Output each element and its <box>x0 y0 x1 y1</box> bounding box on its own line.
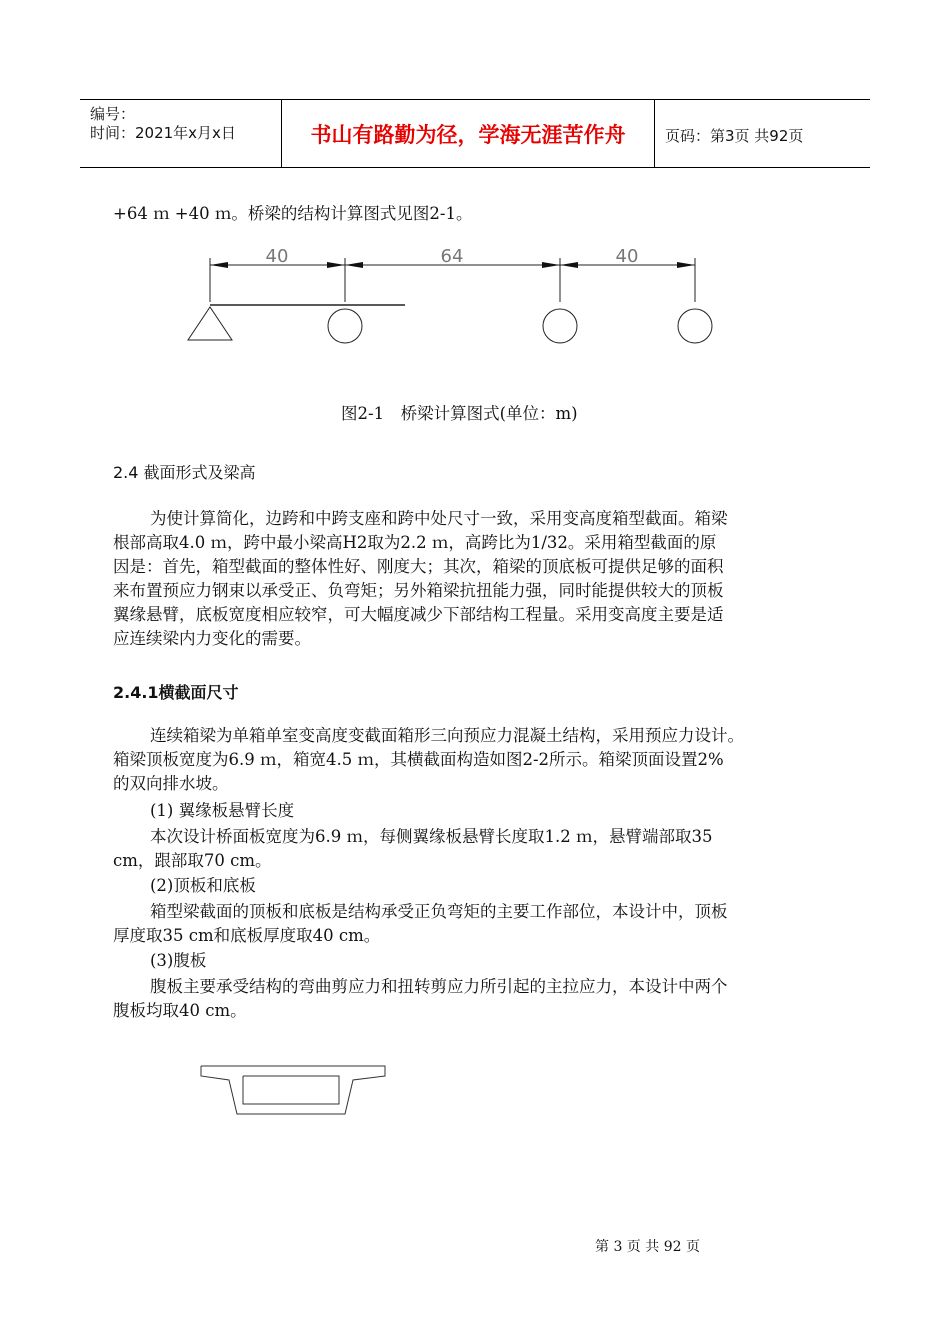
motto: 书山有路勤为径，学海无涯苦作舟 <box>310 122 626 147</box>
paragraph-line: 为使计算简化，边跨和中跨支座和跨中处尺寸一致，采用变高度箱型截面。箱梁 <box>150 509 728 528</box>
figure-caption: 图2-1 桥梁计算图式(单位：m) <box>341 404 578 423</box>
span-label-1: 40 <box>265 246 289 267</box>
paragraph-line: 因是：首先，箱型截面的整体性好、刚度大；其次，箱梁的顶底板可提供足够的面积 <box>113 557 724 576</box>
paragraph-line: 腹板主要承受结构的弯曲剪应力和扭转剪应力所引起的主拉应力，本设计中两个 <box>150 977 728 996</box>
arrow <box>560 262 578 268</box>
subheading-line: (3)腹板 <box>150 951 207 970</box>
pin-support <box>188 307 232 340</box>
span-label-2: 64 <box>440 246 464 267</box>
paragraph-line: 根部高取4.0 ｍ，跨中最小梁高H2取为2.2 ｍ，高跨比为1/32。采用箱型截面的原 <box>113 533 717 552</box>
outer-outline <box>201 1066 385 1114</box>
paragraph-line: 厚度取35 cm和底板厚度取40 cm。 <box>113 926 381 945</box>
serial-number: 编号： <box>90 105 136 123</box>
box-girder-cross-section <box>195 1058 395 1123</box>
paragraph-line: 箱梁顶板宽度为6.9 ｍ，箱宽4.5 ｍ，其横截面构造如图2-2所示。箱梁顶面设置2% <box>113 750 724 769</box>
span-label-3: 40 <box>615 246 639 267</box>
subheading-line: (1) 翼缘板悬臂长度 <box>150 801 295 820</box>
paragraph-line: 应连续梁内力变化的需要。 <box>113 629 311 648</box>
paragraph-line: cm，跟部取70 cm。 <box>113 851 272 870</box>
roller-support-3 <box>678 309 712 343</box>
page-footer: 第 3 页 共 92 页 <box>595 1239 700 1255</box>
paragraph-line: 翼缘悬臂，底板宽度相应较窄，可大幅度减少下部结构工程量。采用变高度主要是适 <box>113 605 724 624</box>
paragraph-line: 来布置预应力钢束以承受正、负弯矩；另外箱梁抗扭能力强，同时能提供较大的顶板 <box>113 581 724 600</box>
paragraph-line: 本次设计桥面板宽度为6.9 ｍ，每侧翼缘板悬臂长度取1.2 ｍ，悬臂端部取35 <box>150 827 713 846</box>
arrow <box>327 262 345 268</box>
arrow <box>210 262 228 268</box>
section-heading-2-4: 2.4 截面形式及梁高 <box>113 463 256 482</box>
arrow <box>677 262 695 268</box>
section-heading-2-4-1: 2.4.1横截面尺寸 <box>113 683 239 702</box>
time-label: 时间：2021年x月x日 <box>90 124 236 142</box>
arrow <box>542 262 560 268</box>
roller-support-2 <box>543 309 577 343</box>
roller-support-1 <box>328 309 362 343</box>
paragraph-line: 的双向排水坡。 <box>113 774 229 793</box>
paragraph-line: 箱型梁截面的顶板和底板是结构承受正负弯矩的主要工作部位，本设计中，顶板 <box>150 902 728 921</box>
arrow <box>345 262 363 268</box>
paragraph-line: 腹板均取40 cm。 <box>113 1001 247 1020</box>
beam-diagram <box>180 240 740 360</box>
inner-cell <box>243 1076 339 1104</box>
page-info: 页码：第3页 共92页 <box>665 127 804 145</box>
intro-line: +64 ｍ +40 ｍ。桥梁的结构计算图式见图2-1。 <box>113 204 473 223</box>
paragraph-line: 连续箱梁为单箱单室变高度变截面箱形三向预应力混凝土结构，采用预应力设计。 <box>150 726 744 745</box>
subheading-line: (2)顶板和底板 <box>150 876 256 895</box>
